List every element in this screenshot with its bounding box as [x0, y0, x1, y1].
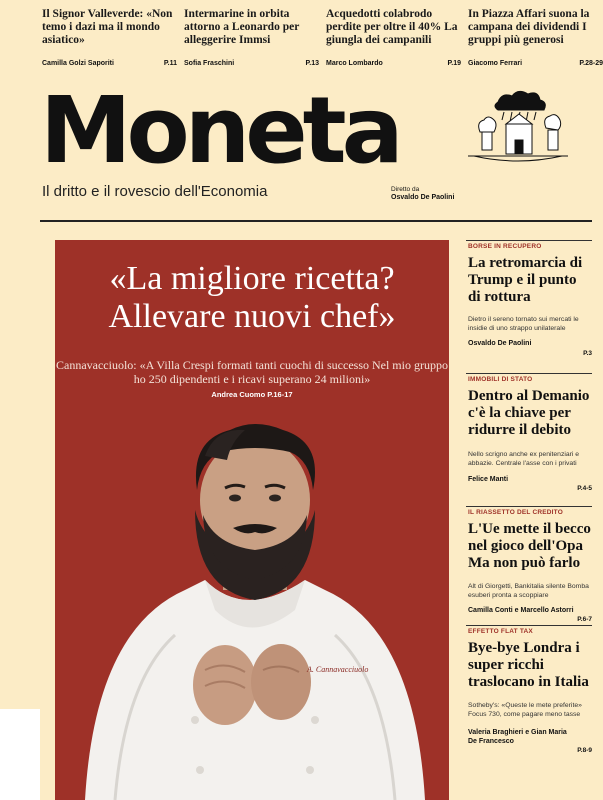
sidebar-title: Dentro al Demanio c'è la chiave per ridurre il debito	[468, 388, 590, 438]
teaser-item[interactable]	[42, 8, 177, 78]
jacket-signature: A. Cannavacciuolo	[307, 665, 369, 674]
sidebar-author: Valeria Braghieri e Gian Maria De Francesco	[468, 729, 567, 745]
sidebar-divider	[466, 373, 592, 374]
teaser-author: Sofia Fraschini	[184, 60, 235, 67]
sidebar-kicker: IL RIASSETTO DEL CREDITO	[468, 509, 563, 516]
director-label: Diretto da	[391, 186, 420, 193]
sidebar-body: Sotheby's: «Queste le mete preferite» Focus 730, come pagare meno tasse	[468, 702, 582, 718]
sidebar-page: P.4-5	[577, 485, 592, 492]
cover-subtitle: Cannavacciuolo: «A Villa Crespi formati tanti cuochi di successo Nel mio gruppo ho 250 dipendenti e i ricavi superano 24 milioni»	[56, 358, 448, 386]
sidebar-title: Bye-bye Londra i super ricchi traslocano in Italia	[468, 640, 589, 690]
sidebar-author: Felice Manti	[468, 476, 509, 483]
sidebar-body: Dietro il sereno tornato sui mercati le insidie di uno strappo unilaterale	[468, 316, 579, 332]
sidebar-divider	[466, 625, 592, 626]
sidebar-title: La retromarcia di Trump e il punto di rottura	[468, 255, 583, 305]
masthead-logo: Moneta	[40, 77, 399, 184]
sidebar-body: Nello scrigno anche ex penitenziari e abbazie. Centrale l'asse con i privati	[468, 451, 580, 467]
sidebar-page: P.6-7	[577, 616, 592, 623]
sidebar-author: Osvaldo De Paolini	[468, 340, 532, 347]
teaser-headline: Il Signor Valleverde: «Non temo i dazi ma il mondo asiatico»	[42, 8, 173, 46]
cover-byline: Andrea Cuomo P.16-17	[211, 390, 293, 399]
teaser-author: Marco Lombardo	[326, 60, 383, 67]
sidebar-author: Camilla Conti e Marcello Astorri	[468, 607, 574, 614]
teaser-item[interactable]	[468, 8, 603, 78]
sidebar-kicker: BORSE IN RECUPERO	[468, 243, 542, 250]
teaser-headline: In Piazza Affari suona la campana dei dividendi I gruppi più generosi	[468, 8, 590, 46]
teaser-author: Giacomo Ferrari	[468, 60, 523, 67]
sidebar-kicker: IMMOBILI DI STATO	[468, 376, 533, 383]
sidebar-divider	[466, 240, 592, 241]
masthead-tagline: Il dritto e il rovescio dell'Economia	[42, 183, 268, 200]
chef-portrait-illustration	[55, 420, 449, 800]
teaser-page: P.28-29	[579, 60, 603, 67]
sidebar-title: L'Ue mette il becco nel gioco dell'Opa Ma non può farlo	[468, 521, 591, 571]
left-margin-strip	[0, 709, 40, 800]
sidebar-body: Alt di Giorgetti, Bankitalia silente Bomba esuberi pronta a scoppiare	[468, 583, 589, 599]
teaser-headline: Acquedotti colabrodo perdite per oltre il 40% La giungla dei campanili	[326, 8, 458, 46]
sidebar-page: P.3	[583, 350, 592, 357]
sidebar-kicker: EFFETTO FLAT TAX	[468, 628, 533, 635]
sidebar-page: P.8-9	[577, 747, 592, 754]
teaser-page: P.13	[305, 60, 319, 67]
sidebar-divider	[466, 506, 592, 507]
masthead-divider	[40, 220, 592, 222]
teaser-item[interactable]	[326, 8, 461, 78]
cloud-village-illustration	[468, 84, 568, 174]
teaser-headline: Intermarine in orbita attorno a Leonardo per alleggerire Immsi	[184, 8, 300, 46]
director-name: Osvaldo De Paolini	[391, 194, 455, 201]
teaser-page: P.11	[163, 60, 177, 67]
teaser-page: P.19	[447, 60, 461, 67]
teaser-strip	[0, 0, 603, 80]
cover-story[interactable]	[55, 240, 449, 800]
teaser-item[interactable]	[184, 8, 319, 78]
teaser-author: Camilla Golzi Saporiti	[42, 60, 114, 67]
director-credit	[391, 186, 454, 202]
cover-title: «La migliore ricetta? Allevare nuovi chef»	[108, 260, 396, 335]
